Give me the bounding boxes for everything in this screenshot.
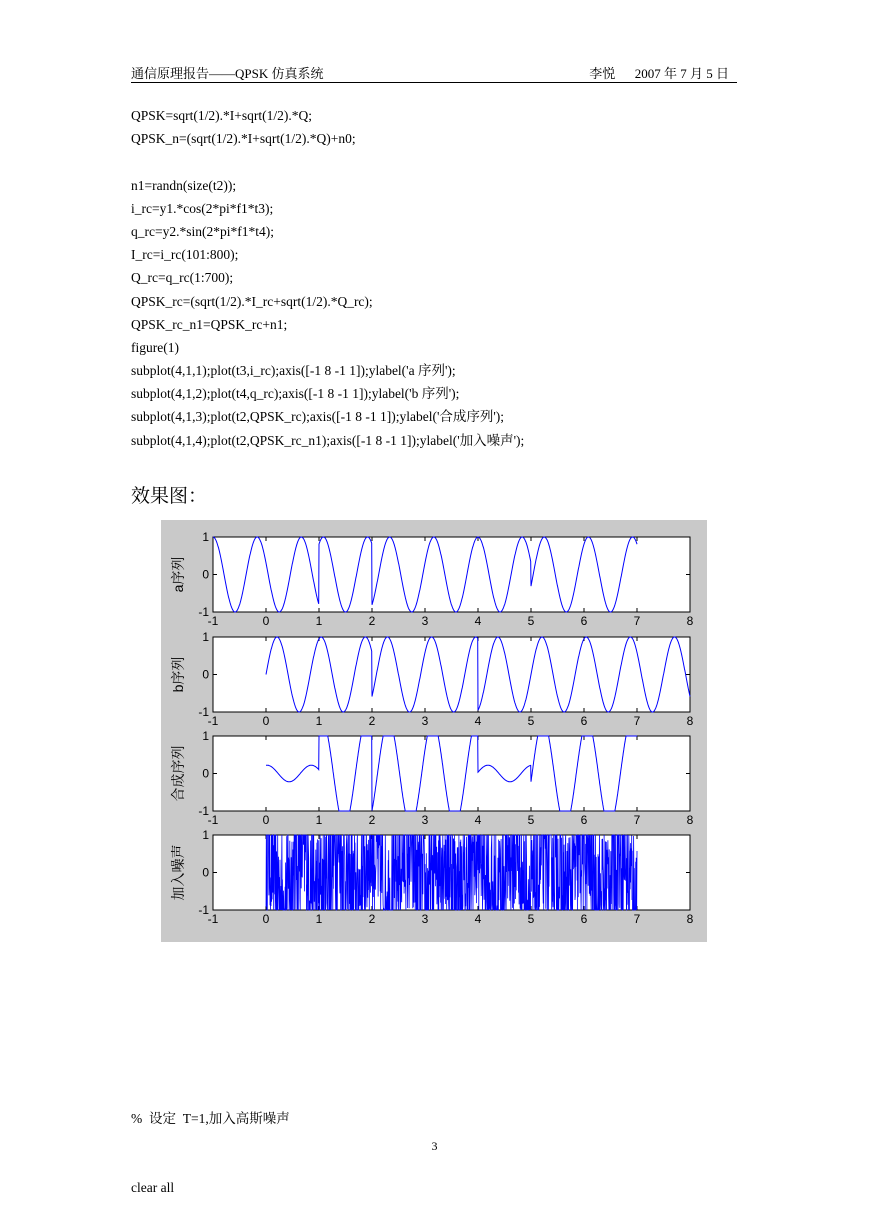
x-tick-label: 7	[633, 813, 641, 827]
x-tick-label: 7	[633, 912, 641, 926]
code-line: q_rc=y2.*sin(2*pi*f1*t4);	[131, 223, 274, 239]
x-tick-label: 2	[368, 614, 376, 628]
x-tick-label: 1	[315, 614, 323, 628]
code-line	[131, 150, 524, 173]
code-line: QPSK_rc_n1=QPSK_rc+n1;	[131, 316, 288, 332]
code-line: figure(1)	[131, 339, 179, 355]
x-tick-label: 3	[421, 614, 429, 628]
y-tick-label: -1	[198, 903, 209, 917]
y-tick-label: 0	[202, 667, 209, 682]
figure-canvas	[161, 520, 707, 942]
x-tick-label: 3	[421, 714, 429, 728]
page-header	[131, 60, 737, 83]
x-tick-label: 3	[421, 813, 429, 827]
note-line: clear all	[131, 1180, 175, 1195]
x-tick-label: -1	[207, 813, 219, 827]
x-tick-label: 5	[527, 614, 535, 628]
code-line: I_rc=i_rc(101:800);	[131, 247, 239, 263]
x-tick-label: 2	[368, 912, 376, 926]
y-axis-label: 合成序列	[170, 745, 186, 802]
y-tick-label: -1	[198, 804, 209, 818]
header-title: 通信原理报告——QPSK 仿真系统	[131, 66, 324, 81]
x-tick-label: 6	[580, 912, 588, 926]
code-line: QPSK=sqrt(1/2).*I+sqrt(1/2).*Q;	[131, 108, 312, 123]
code-line: QPSK_n=(sqrt(1/2).*I+sqrt(1/2).*Q)+n0;	[131, 131, 356, 147]
subplot-3	[170, 729, 694, 827]
y-tick-label: 1	[202, 630, 209, 644]
page-number: 3	[431, 1139, 438, 1153]
x-tick-label: 8	[686, 912, 694, 926]
y-tick-label: 1	[202, 530, 209, 544]
x-tick-label: 1	[315, 912, 323, 926]
matlab-figure	[161, 520, 707, 942]
code-line: i_rc=y1.*cos(2*pi*f1*t3);	[131, 200, 274, 216]
plot-area	[213, 736, 690, 811]
x-tick-label: 7	[633, 614, 641, 628]
x-tick-label: 8	[686, 714, 694, 728]
x-tick-label: 2	[368, 714, 376, 728]
subplot-1	[170, 530, 694, 628]
y-axis-label: 加入噪声	[170, 844, 186, 901]
y-tick-label: 1	[202, 828, 209, 842]
y-tick-label: -1	[198, 705, 209, 719]
x-tick-label: 4	[474, 912, 482, 926]
x-tick-label: 6	[580, 813, 588, 827]
x-tick-label: 5	[527, 714, 535, 728]
x-tick-label: 7	[633, 714, 641, 728]
code-line: QPSK_rc=(sqrt(1/2).*I_rc+sqrt(1/2).*Q_rc);	[131, 293, 373, 309]
y-axis-label: a序列	[170, 556, 186, 593]
subplot-2	[170, 630, 694, 728]
y-tick-label: 1	[202, 729, 209, 743]
x-tick-label: 1	[315, 813, 323, 827]
x-tick-label: 8	[686, 614, 694, 628]
x-tick-label: 0	[262, 912, 270, 926]
header-author-date: 李悦 2007 年 7 月 5 日	[589, 66, 729, 81]
code-block	[131, 104, 524, 452]
x-tick-label: 4	[474, 813, 482, 827]
x-tick-label: 0	[262, 614, 270, 628]
x-tick-label: 1	[315, 714, 323, 728]
x-tick-label: -1	[207, 614, 219, 628]
plot-area	[213, 637, 690, 712]
note-line: % 设定 T=1,加入高斯噪声	[131, 1111, 290, 1126]
code-line: subplot(4,1,2);plot(t4,q_rc);axis([-1 8 -1 1]);ylabel('b 序列');	[131, 386, 460, 402]
code-line: subplot(4,1,1);plot(t3,i_rc);axis([-1 8 -1 1]);ylabel('a 序列');	[131, 363, 456, 379]
y-tick-label: 0	[202, 567, 209, 582]
x-tick-label: 4	[474, 614, 482, 628]
x-tick-label: 3	[421, 912, 429, 926]
x-tick-label: 2	[368, 813, 376, 827]
y-tick-label: -1	[198, 605, 209, 619]
subplot-4	[170, 828, 694, 926]
x-tick-label: 8	[686, 813, 694, 827]
x-tick-label: 4	[474, 714, 482, 728]
code-line: subplot(4,1,3);plot(t2,QPSK_rc);axis([-1 8 -1 1]);ylabel('合成序列');	[131, 409, 505, 425]
y-tick-label: 0	[202, 865, 209, 880]
code-line: subplot(4,1,4);plot(t2,QPSK_rc_n1);axis([-1 8 -1 1]);ylabel('加入噪声');	[131, 432, 525, 448]
code-line: Q_rc=q_rc(1:700);	[131, 270, 234, 286]
x-tick-label: 6	[580, 614, 588, 628]
code-line: n1=randn(size(t2));	[131, 177, 237, 193]
y-axis-label: b序列	[170, 656, 186, 693]
x-tick-label: 0	[262, 813, 270, 827]
x-tick-label: -1	[207, 912, 219, 926]
x-tick-label: 5	[527, 912, 535, 926]
x-tick-label: 0	[262, 714, 270, 728]
x-tick-label: 5	[527, 813, 535, 827]
y-tick-label: 0	[202, 766, 209, 781]
x-tick-label: -1	[207, 714, 219, 728]
figure-caption: 效果图：	[131, 486, 208, 507]
x-tick-label: 6	[580, 714, 588, 728]
